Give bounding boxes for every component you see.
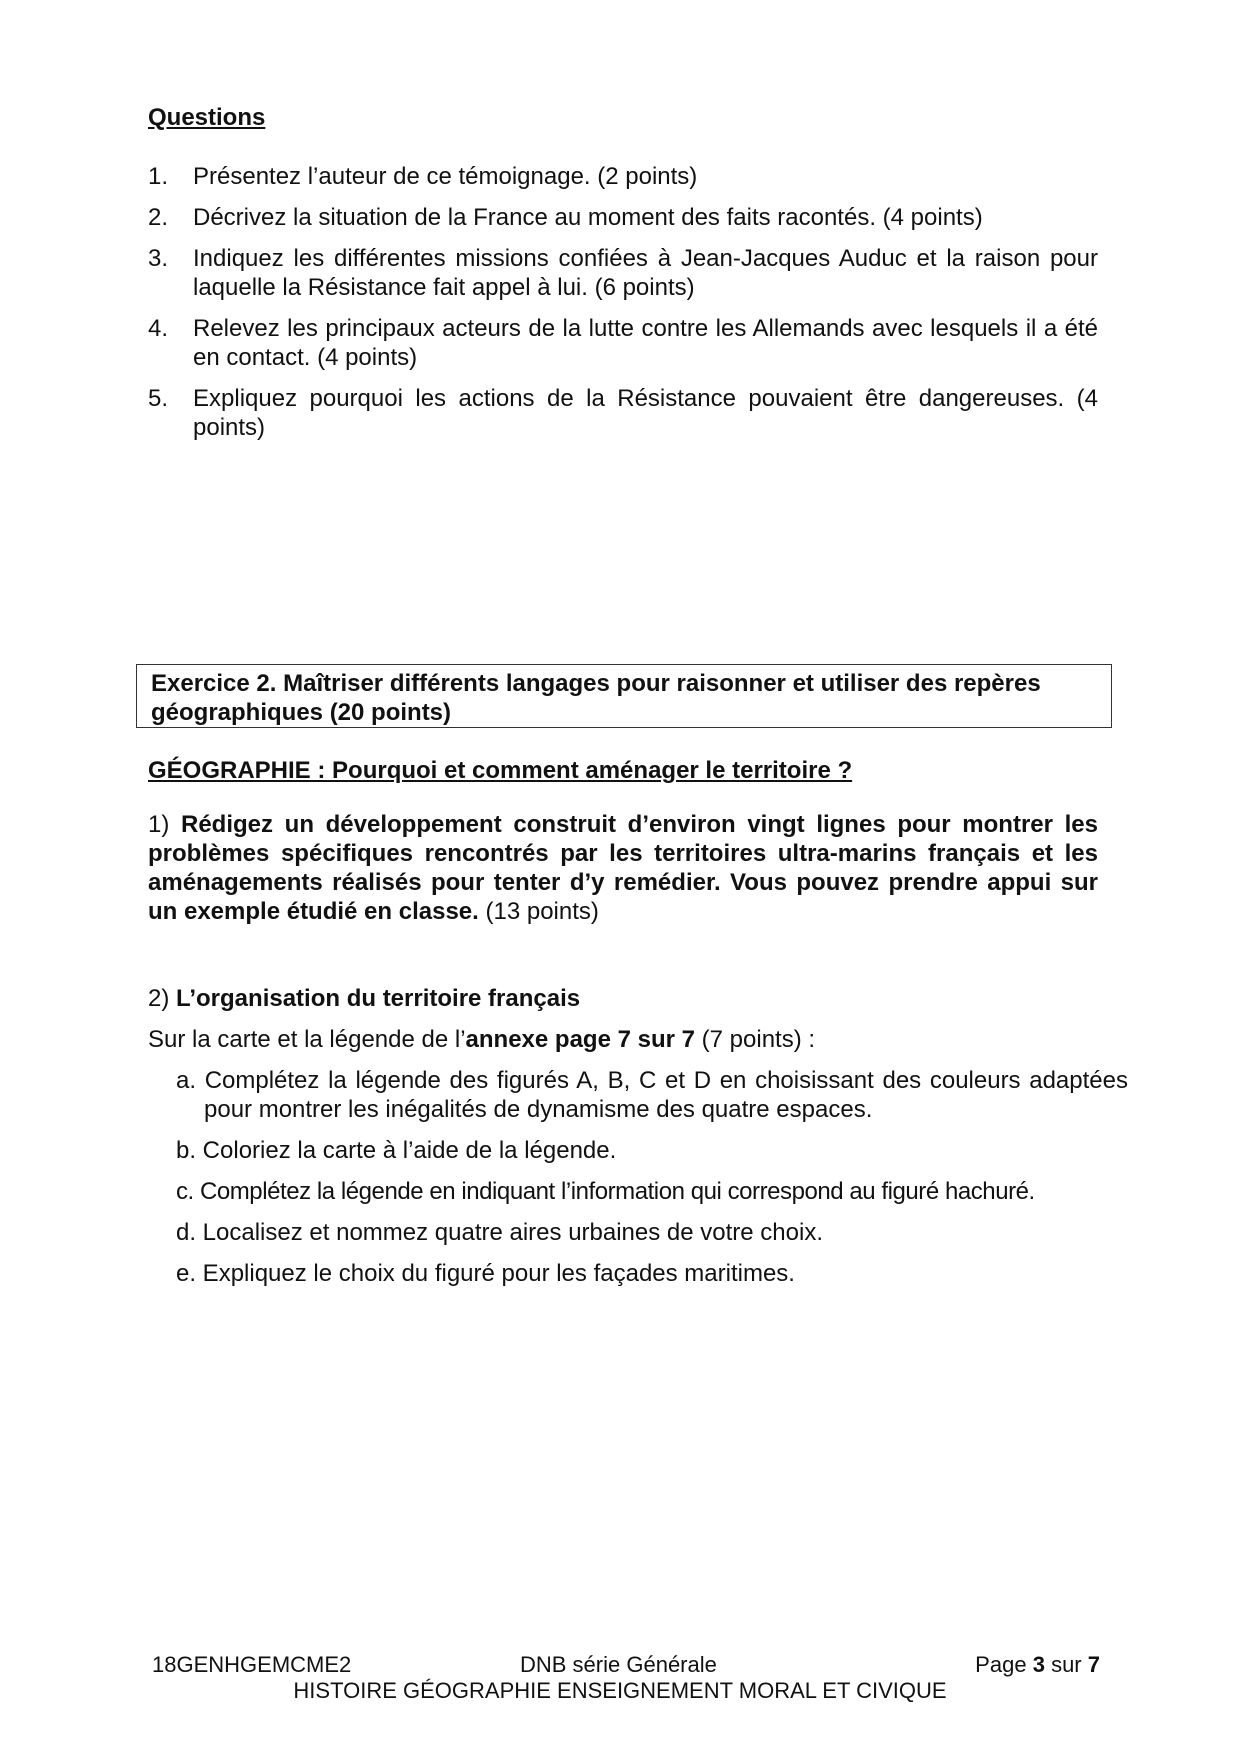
part2-number: 2) — [148, 985, 170, 1012]
question-text: Indiquez les différentes missions confiées à Jean-Jacques Auduc et la raison pour laquelle la Résistance fait appel à lui. (6 points) — [193, 245, 1098, 301]
question-item — [148, 314, 1098, 374]
footer-subject: HISTOIRE GÉOGRAPHIE ENSEIGNEMENT MORAL ET CIVIQUE — [293, 1678, 947, 1703]
exercise-title-box — [136, 664, 1112, 728]
part1-instruction: Rédigez un développement construit d’environ vingt lignes pour montrer les problèmes spécifiques rencontrés par les territoires ultra-marins français et les aménagements réalisés pour tenter d’y remédier. Vous pouvez prendre appui sur un exemple étudié en classe. — [148, 811, 1098, 925]
question-number: 2. — [148, 204, 169, 231]
question-item — [148, 203, 1098, 233]
part2-intro — [148, 1025, 815, 1054]
task-item: d. Localisez et nommez quatre aires urbaines de votre choix. — [176, 1219, 824, 1246]
footer-code: 18GENHGEMCME2 — [152, 1652, 352, 1677]
part2-heading — [148, 984, 580, 1013]
footer-page-label: Page — [975, 1652, 1027, 1677]
part2-title: L’organisation du territoire français — [176, 985, 581, 1012]
question-number: 1. — [148, 163, 169, 190]
task-item: b. Coloriez la carte à l’aide de la légende. — [176, 1137, 617, 1164]
question-number: 5. — [148, 385, 169, 412]
question-text: Décrivez la situation de la France au moment des faits racontés. (4 points) — [193, 204, 983, 231]
exercise-title: Exercice 2. Maîtriser différents langages pour raisonner et utiliser des repères géographiques (20 points) — [151, 670, 1041, 726]
part1-number: 1) — [148, 811, 170, 838]
part1-points: (13 points) — [485, 898, 599, 925]
part2-intro-text: Sur la carte et la légende de l’ — [148, 1026, 466, 1053]
annex-reference: annexe page 7 sur 7 — [465, 1026, 695, 1053]
question-text: Relevez les principaux acteurs de la lutte contre les Allemands avec lesquels il a été en contact. (4 points) — [193, 315, 1098, 371]
question-item — [148, 162, 1098, 192]
task-item: e. Expliquez le choix du figuré pour les façades maritimes. — [176, 1260, 795, 1287]
question-item — [148, 244, 1098, 304]
question-text: Expliquez pourquoi les actions de la Résistance pouvaient être dangereuses. (4 points) — [193, 385, 1098, 441]
footer-page-total: 7 — [1087, 1652, 1100, 1677]
question-number: 4. — [148, 315, 169, 342]
question-number: 3. — [148, 245, 169, 272]
part2-intro-points: (7 points) : — [701, 1026, 816, 1053]
questions-heading: Questions — [148, 104, 266, 131]
footer-series: DNB série Générale — [520, 1652, 717, 1677]
task-item: c. Complétez la légende en indiquant l’information qui correspond au figuré hachuré. — [176, 1178, 1035, 1205]
question-text: Présentez l’auteur de ce témoignage. (2 points) — [193, 163, 698, 190]
footer-page-current: 3 — [1032, 1652, 1045, 1677]
footer-page — [975, 1652, 1100, 1678]
footer-page-sep: sur — [1051, 1652, 1082, 1677]
task-item: a. Complétez la légende des figurés A, B, C et D en choisissant des couleurs adaptées pour montrer les inégalités de dynamisme des quatre espaces. — [176, 1067, 1128, 1123]
question-item — [148, 384, 1098, 444]
part1-paragraph — [148, 810, 1098, 926]
geography-heading: GÉOGRAPHIE : Pourquoi et comment aménager le territoire ? — [148, 757, 853, 784]
